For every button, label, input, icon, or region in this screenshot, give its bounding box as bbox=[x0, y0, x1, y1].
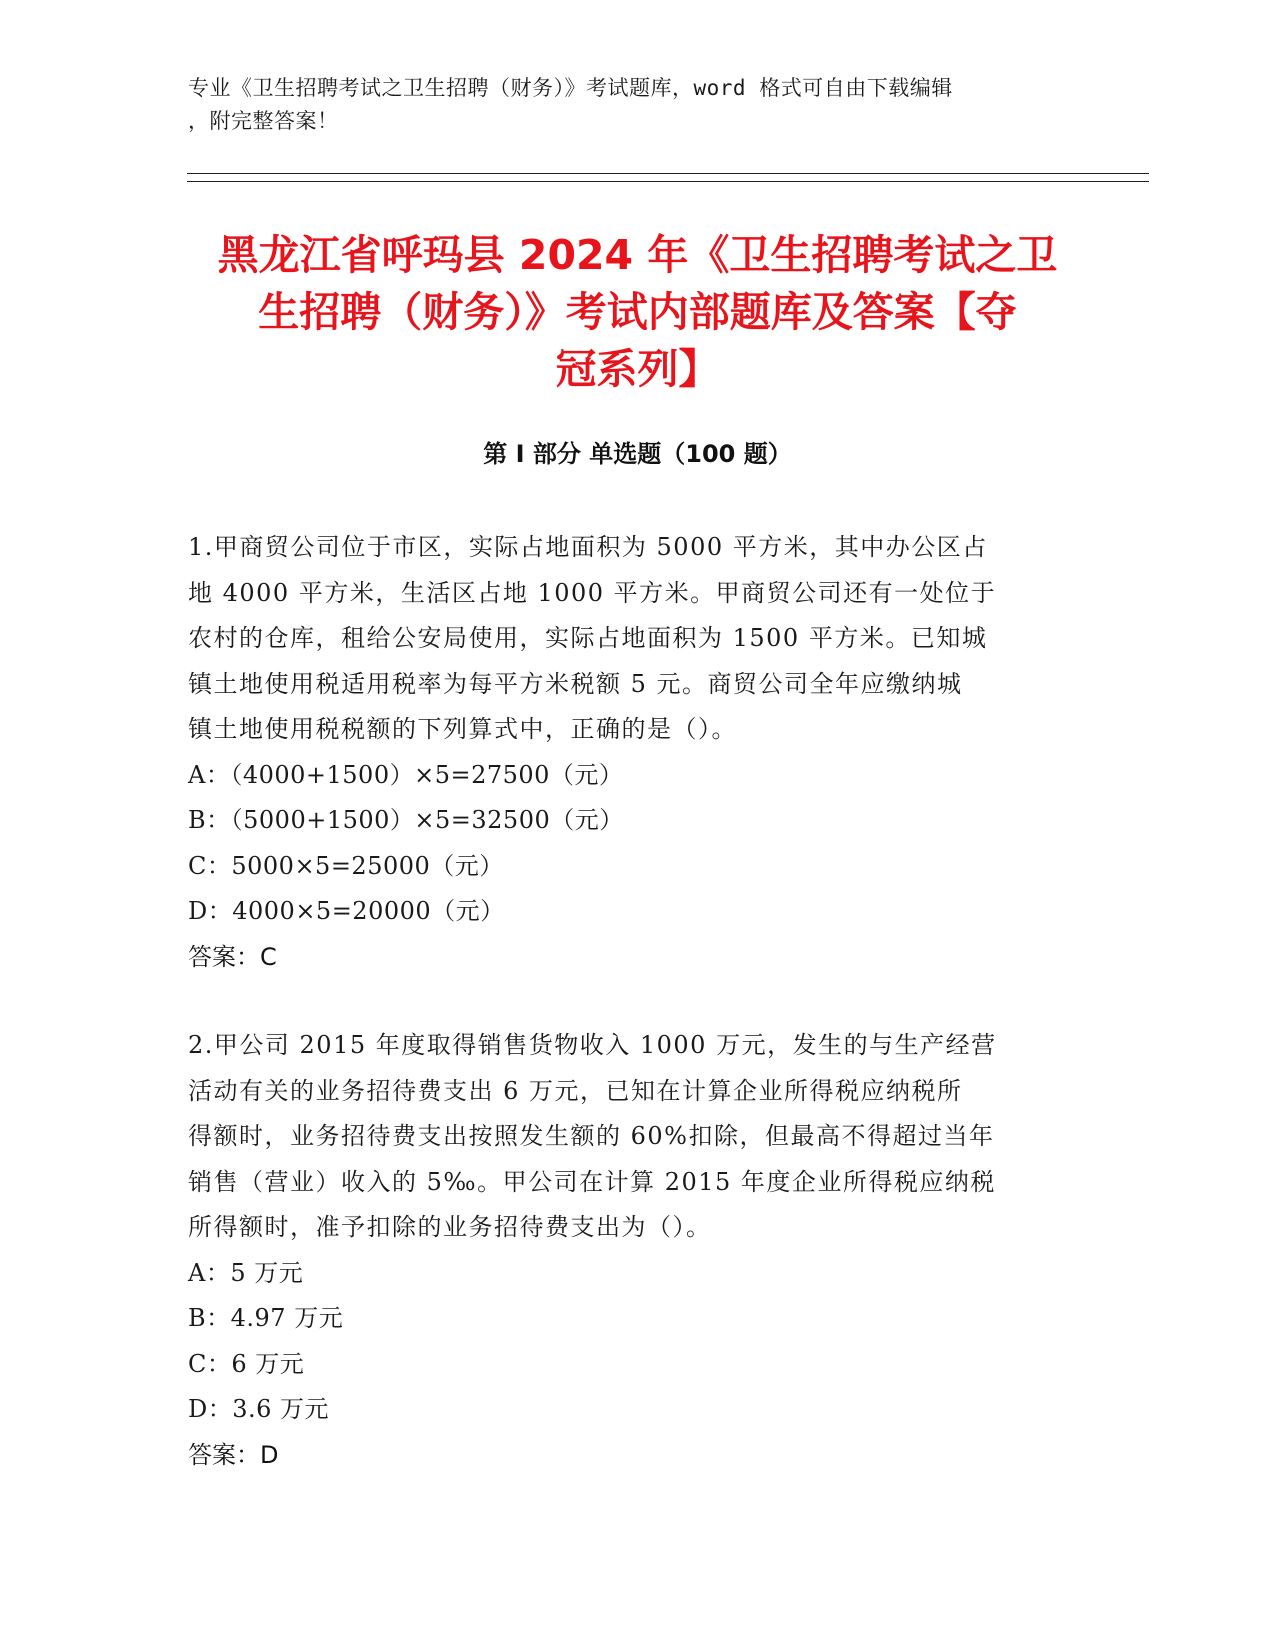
document-title-line-2: 生招聘（财务）》考试内部题库及答案【夺 bbox=[258, 288, 1017, 336]
header-divider-bottom bbox=[187, 181, 1149, 182]
option-c: C：5000×5=25000（元） bbox=[188, 851, 504, 880]
stem-line: 地 4000 平方米，生活区占地 1000 平方米。甲商贸公司还有一处位于 bbox=[188, 578, 997, 607]
stem-line: 2.甲公司 2015 年度取得销售货物收入 1000 万元，发生的与生产经营 bbox=[188, 1031, 997, 1059]
document-title-line-1: 黑龙江省呼玛县 2024 年《卫生招聘考试之卫 bbox=[217, 231, 1058, 279]
option-b: B：（5000+1500）×5=32500（元） bbox=[188, 806, 624, 834]
stem-line: 1.甲商贸公司位于市区，实际占地面积为 5000 平方米，其中办公区占 bbox=[188, 533, 988, 561]
stem-line: 农村的仓库，租给公安局使用，实际占地面积为 1500 平方米。已知城 bbox=[188, 624, 988, 652]
document-title-line-3: 冠系列】 bbox=[555, 345, 720, 393]
question-2 bbox=[188, 1023, 1078, 1478]
option-d: D：3.6 万元 bbox=[188, 1395, 330, 1423]
question-stem bbox=[188, 1023, 1078, 1251]
question-stem bbox=[188, 525, 1078, 753]
option-a: A：（4000+1500）×5=27500（元） bbox=[188, 760, 624, 789]
option-d: D：4000×5=20000（元） bbox=[188, 897, 505, 925]
option-a: A：5 万元 bbox=[188, 1258, 304, 1287]
question-1 bbox=[188, 525, 1078, 980]
stem-line: 镇土地使用税适用税率为每平方米税额 5 元。商贸公司全年应缴纳城 bbox=[188, 669, 963, 698]
section-title: 第 I 部分 单选题（100 题） bbox=[483, 440, 792, 468]
stem-line: 活动有关的业务招待费支出 6 万元，已知在计算企业所得税应纳税所 bbox=[188, 1076, 963, 1105]
stem-line: 所得额时，准予扣除的业务招待费支出为（）。 bbox=[188, 1213, 712, 1241]
stem-line: 销售（营业）收入的 5‰。甲公司在计算 2015 年度企业所得税应纳税 bbox=[188, 1167, 996, 1196]
stem-line: 镇土地使用税税额的下列算式中，正确的是（）。 bbox=[188, 715, 737, 743]
document-title bbox=[150, 227, 1125, 398]
answer: 答案：D bbox=[188, 1440, 279, 1469]
header-note-line-1: 专业《卫生招聘考试之卫生招聘（财务）》考试题库，word 格式可自由下载编辑 bbox=[188, 76, 953, 100]
header-divider-top bbox=[187, 173, 1149, 174]
option-c: C：6 万元 bbox=[188, 1349, 305, 1378]
stem-line: 得额时，业务招待费支出按照发生额的 60%扣除，但最高不得超过当年 bbox=[188, 1122, 995, 1150]
header-note bbox=[188, 72, 1068, 138]
answer: 答案：C bbox=[188, 942, 277, 971]
option-b: B：4.97 万元 bbox=[188, 1304, 344, 1332]
header-note-line-2: ，附完整答案！ bbox=[188, 109, 339, 133]
